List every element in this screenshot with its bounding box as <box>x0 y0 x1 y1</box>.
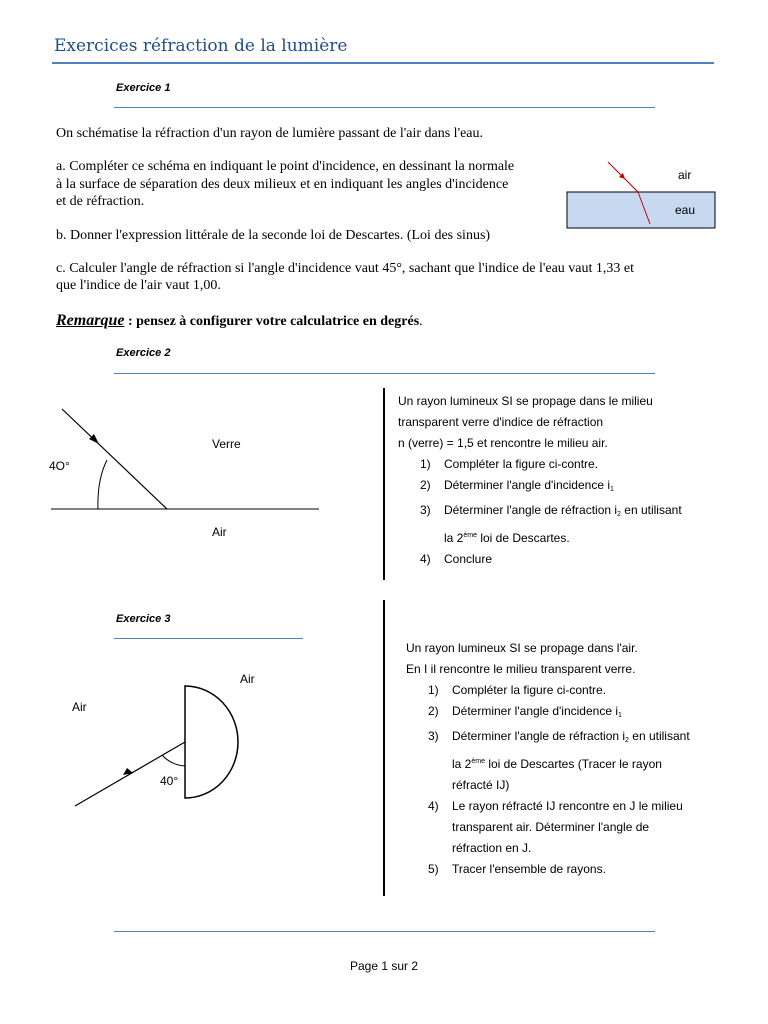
list-item: 2) Déterminer l'angle d'incidence $i_1$ <box>428 704 622 719</box>
list-item: 1) Compléter la figure ci-contre. <box>428 683 607 697</box>
exercise-1-rule <box>114 107 655 108</box>
ex1-question-c-line2: que l'indice de l'air vaut 1,00. <box>56 278 221 293</box>
remark-text: : pensez à configurer votre calculatrice en degrés <box>124 314 420 329</box>
angle-arc <box>162 755 185 766</box>
ex1-question-b: b. Donner l'expression littérale de la seconde loi de Descartes. (Loi des sinus) <box>56 228 491 243</box>
title-rule <box>52 62 714 64</box>
medium-label-air-left: Air <box>72 700 87 714</box>
angle-arc <box>98 460 107 509</box>
ex1-intro: On schématise la réfraction d'un rayon de lumière passant de l'air dans l'eau. <box>56 126 484 141</box>
exercise-2-heading: Exercice 2 <box>116 347 171 359</box>
incident-ray-si <box>62 409 167 509</box>
ex2-question-list <box>398 454 738 570</box>
ex3-question-list <box>406 680 746 880</box>
ex1-question-a-line3: et de réfraction. <box>56 194 145 209</box>
half-cylinder-glass <box>185 686 238 798</box>
list-item: 3) Déterminer l'angle de réfraction $i_2$ en utilisant <box>420 503 682 518</box>
ex2-text <box>398 391 738 570</box>
ex3-divider <box>383 600 385 896</box>
list-item: réfracté IJ) <box>452 778 510 792</box>
figure-label-air: air <box>678 168 692 182</box>
ex1-question-a-line2: à la surface de séparation des deux milieux et en indiquant les angles d'incidence <box>56 177 509 192</box>
ex2-glass-air-figure <box>40 400 340 550</box>
ex3-text <box>406 638 746 880</box>
medium-label-air: Air <box>212 525 227 539</box>
ex3-line1: Un rayon lumineux SI se propage dans l'air. <box>406 641 638 655</box>
list-item: 4) Le rayon réfracté IJ rencontre en J le milieu <box>428 799 683 813</box>
list-item: 5) Tracer l'ensemble de rayons. <box>428 862 606 876</box>
exercise-2-rule <box>114 373 655 374</box>
remark-label: Remarque <box>56 312 125 329</box>
ex2-line2: transparent verre d'indice de réfraction <box>398 415 604 429</box>
list-item: 3) Déterminer l'angle de réfraction $i_2$ en utilisant <box>428 729 690 744</box>
list-item: 1) Compléter la figure ci-contre. <box>420 457 599 471</box>
list-item: la 2ème loi de Descartes. <box>444 531 570 545</box>
list-item: 4) Conclure <box>420 552 493 566</box>
list-item: réfraction en J. <box>452 841 532 855</box>
angle-label: 4O° <box>49 459 70 473</box>
medium-label-air-top: Air <box>240 672 255 686</box>
list-item: 2) Déterminer l'angle d'incidence $i_1$ <box>420 478 614 493</box>
remark <box>56 312 423 330</box>
exercise-3-heading: Exercice 3 <box>116 613 171 625</box>
ex1-question-c-line1: c. Calculer l'angle de réfraction si l'angle d'incidence vaut 45°, sachant que l'indice de l'eau vaut 1,33 et <box>56 261 634 276</box>
ex1-air-water-figure <box>560 152 730 236</box>
ex1-question-a-line1: a. Compléter ce schéma en indiquant le point d'incidence, en dessinant la normale <box>56 159 515 174</box>
ex3-line2: En I il rencontre le milieu transparent verre. <box>406 662 636 676</box>
ex2-line3: n (verre) = 1,5 et rencontre le milieu air. <box>398 436 608 450</box>
page-number: Page 1 sur 2 <box>349 959 419 973</box>
list-item: transparent air. Déterminer l'angle de <box>452 820 650 834</box>
angle-label: 40° <box>160 774 179 788</box>
ex2-line1: Un rayon lumineux SI se propage dans le milieu <box>398 394 653 408</box>
ex2-divider <box>383 388 385 580</box>
ray-arrow-icon <box>123 768 133 775</box>
page-title: Exercices réfraction de la lumière <box>54 36 348 56</box>
remark-end: . <box>419 314 423 329</box>
ex3-half-cylinder-figure <box>60 665 260 825</box>
figure-label-eau: eau <box>675 203 696 217</box>
medium-label-verre: Verre <box>212 437 241 451</box>
list-item: la 2ème loi de Descartes (Tracer le rayon <box>452 757 662 771</box>
footer-rule <box>114 931 655 932</box>
exercise-1-heading: Exercice 1 <box>116 82 171 94</box>
exercise-3-rule <box>114 638 303 639</box>
